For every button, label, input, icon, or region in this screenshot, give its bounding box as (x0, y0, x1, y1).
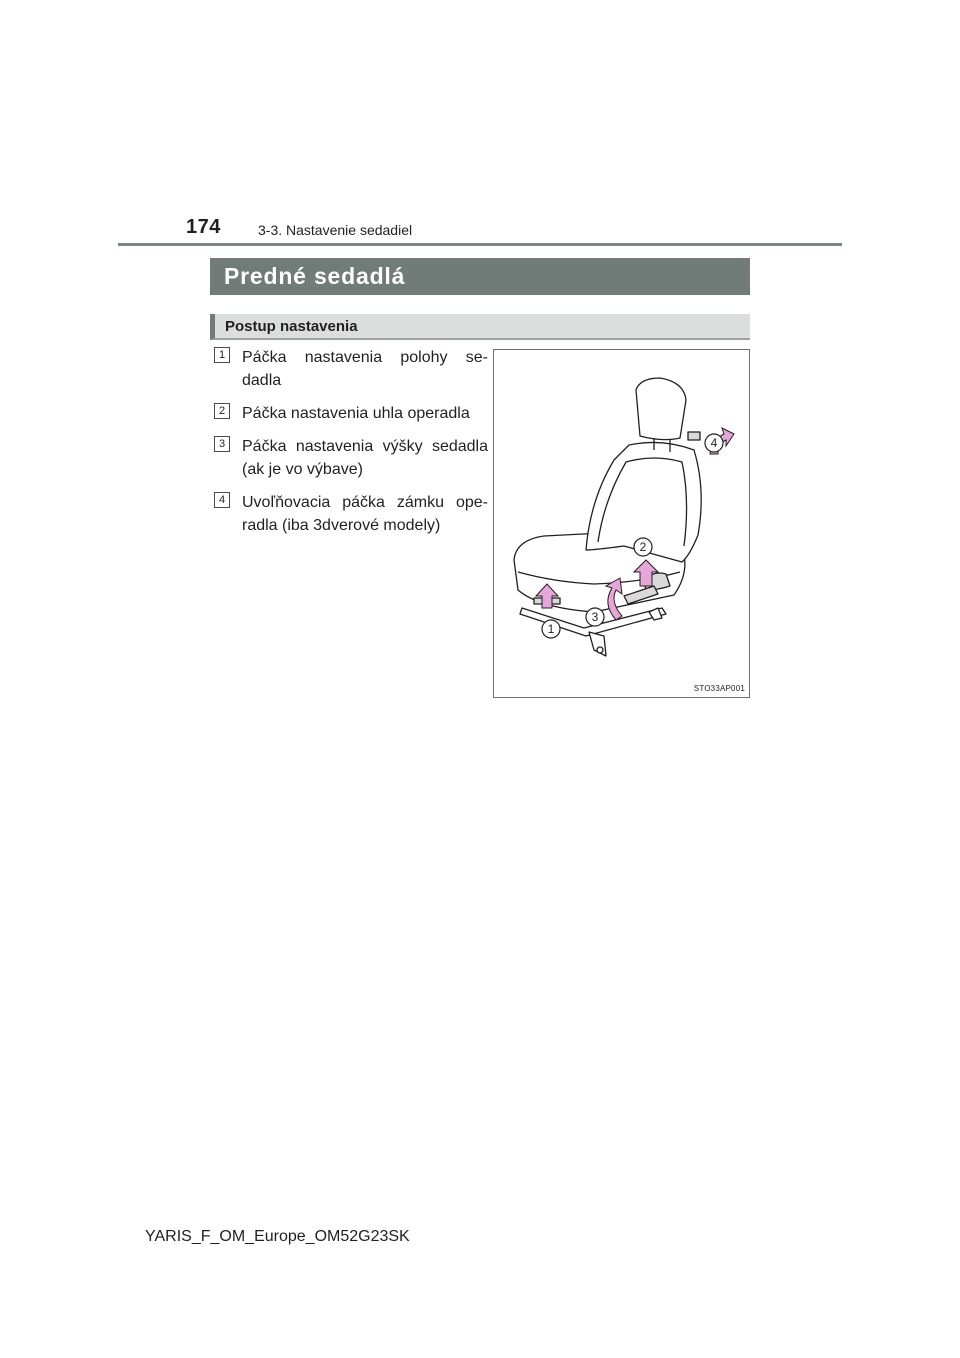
step-text: Páčka nastavenia polohy se- dadla (242, 349, 488, 389)
section-title: Predné sedadlá (210, 258, 750, 295)
figure-code: STO33AP001 (693, 684, 745, 693)
header-divider (118, 243, 842, 246)
latch-release (688, 432, 700, 440)
section-breadcrumb: 3-3. Nastavenie sedadiel (258, 222, 413, 238)
seat-illustration (493, 349, 750, 698)
page-number: 174 (186, 216, 221, 238)
list-item (214, 346, 488, 392)
callout-3: 3 (591, 610, 599, 624)
step-number: 1 (214, 347, 230, 363)
seat-drawing (494, 350, 751, 699)
step-list (214, 346, 488, 547)
step-number: 4 (214, 492, 230, 508)
callout-2: 2 (639, 540, 647, 554)
step-text: Uvoľňovacia páčka zámku ope- radla (iba 3dverové modely) (242, 494, 488, 534)
subsection-title: Postup nastavenia (210, 314, 750, 340)
headrest (636, 378, 686, 440)
list-item (214, 491, 488, 537)
step-text: Páčka nastavenia uhla operadla (242, 405, 470, 422)
footer-doc-id: YARIS_F_OM_Europe_OM52G23SK (145, 1228, 410, 1245)
callout-1: 1 (547, 622, 555, 636)
list-item (214, 435, 488, 481)
step-number: 3 (214, 436, 230, 452)
step-number: 2 (214, 403, 230, 419)
list-item (214, 402, 488, 425)
callout-4: 4 (710, 436, 718, 450)
step-text: Páčka nastavenia výšky sedadla (ak je vo výbave) (242, 438, 488, 478)
